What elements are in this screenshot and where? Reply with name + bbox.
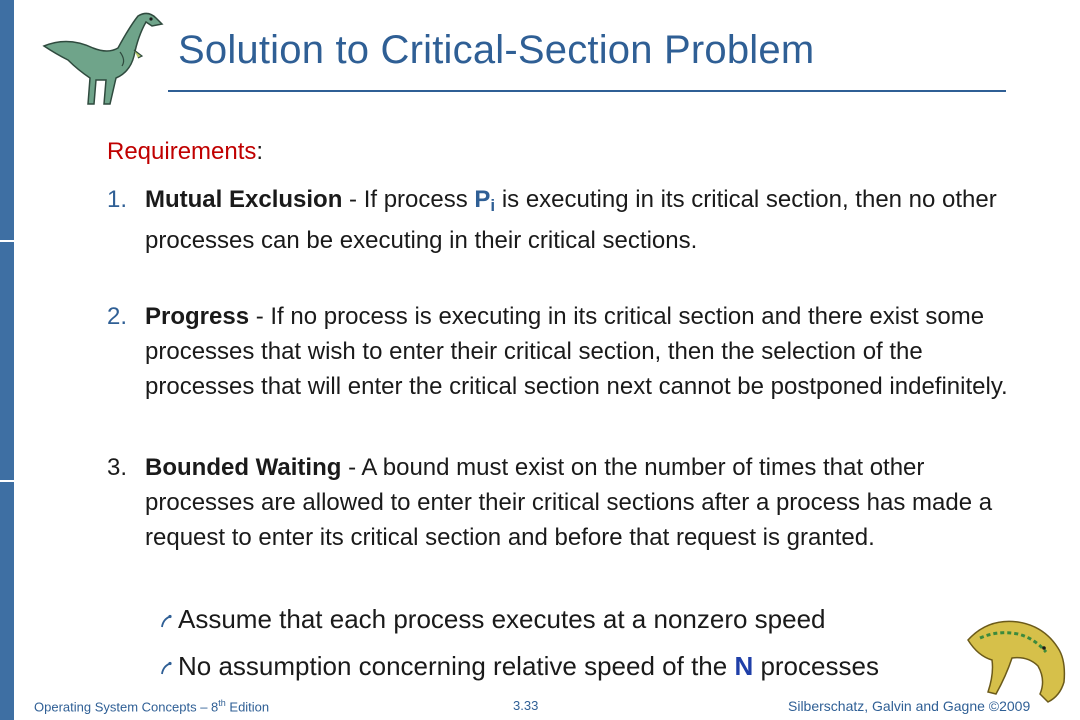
footer-book-title — [34, 698, 269, 714]
requirements-colon: : — [256, 138, 264, 165]
item-number: 2. — [107, 303, 128, 330]
sub-bullet-text: processes — [753, 651, 879, 681]
sub-bullet-text: No assumption concerning relative speed of the — [178, 651, 735, 681]
bullet-icon — [158, 604, 174, 635]
left-sidebar-bar — [0, 0, 14, 720]
footer-book-text: Operating System Concepts – 8 — [34, 699, 219, 715]
item-text — [145, 299, 1027, 404]
item-text — [145, 182, 1027, 258]
item-term: Bounded Waiting — [145, 454, 342, 481]
dinosaur-corner-icon — [948, 600, 1068, 708]
item-text-part: - A bound must exist on the number of times that other processes are allowed to enter their critical sections after a process has made a request to enter its critical section and before that request is granted. — [145, 454, 993, 551]
item-number: 1. — [107, 186, 128, 213]
footer-authors: Silberschatz, Galvin and Gagne ©2009 — [788, 698, 1031, 714]
requirement-item-2 — [107, 299, 1027, 404]
item-text — [145, 450, 1027, 555]
requirement-item-3 — [107, 450, 1027, 555]
item-text-part: - If process — [342, 186, 475, 213]
item-number: 3. — [107, 454, 128, 481]
item-text-part: is executing in its critical section, then no other processes can be executing in their critical sections. — [145, 186, 997, 254]
item-text-part: - If no process is executing in its critical section and there exist some processes that wish to enter their critical section, then the selection of the processes that will enter the critical section next cannot be postponed indefinitely. — [145, 303, 1008, 400]
process-i-subscript: i — [490, 196, 496, 215]
requirement-item-1 — [107, 182, 1027, 258]
sidebar-divider — [0, 480, 14, 482]
sidebar-divider — [0, 240, 14, 242]
n-symbol: N — [734, 651, 754, 681]
sub-bullet-2 — [158, 651, 879, 682]
slide-title: Solution to Critical-Section Problem — [178, 28, 815, 72]
sub-bullet-1 — [158, 604, 826, 635]
process-p-letter: P — [474, 186, 491, 213]
item-term: Mutual Exclusion — [145, 186, 343, 213]
footer-superscript: th — [218, 698, 226, 708]
title-underline — [168, 90, 1006, 92]
dinosaur-logo-icon — [38, 6, 168, 114]
item-term: Progress — [145, 303, 250, 330]
footer-book-text: Edition — [225, 699, 270, 715]
footer-page-number: 3.33 — [513, 698, 539, 713]
requirements-heading — [107, 138, 263, 166]
sub-bullet-text: Assume that each process executes at a nonzero speed — [178, 604, 826, 634]
bullet-icon — [158, 651, 174, 682]
process-p-symbol — [474, 186, 495, 213]
requirements-label: Requirements — [107, 138, 257, 165]
